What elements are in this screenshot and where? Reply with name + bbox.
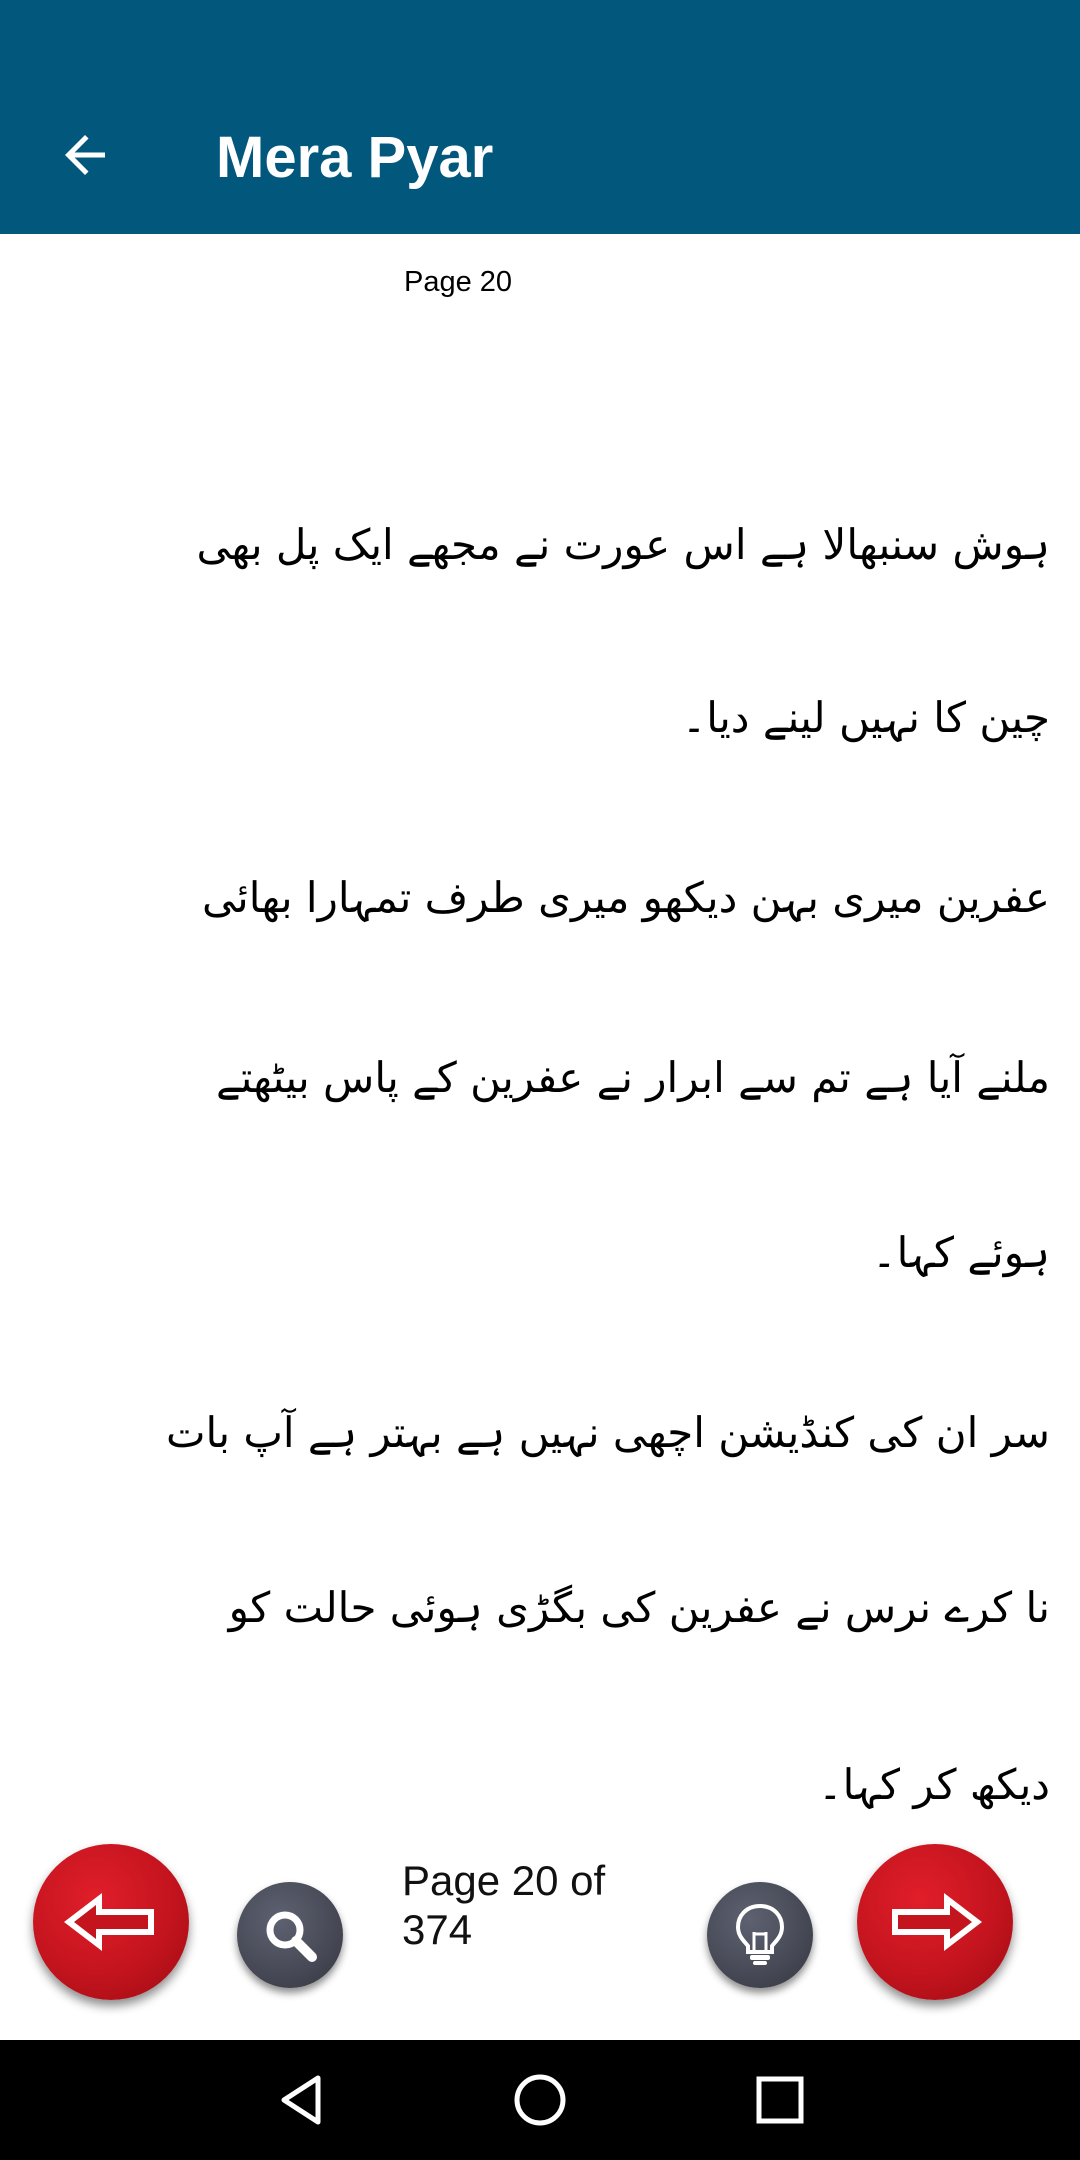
text-line: ملنے آیا ہے تم سے ابرار نے عفرین کے پاس بیٹھتے — [216, 1053, 1050, 1102]
text-line: چین کا نہیں لینے دیا۔ — [681, 693, 1050, 742]
nav-home-button[interactable] — [500, 2060, 580, 2140]
nav-back-icon — [274, 2072, 330, 2128]
nav-recents-button[interactable] — [740, 2060, 820, 2140]
page-counter: Page 20 of 374 — [402, 1857, 606, 1953]
text-line: دیکھ کر کہا۔ — [817, 1760, 1050, 1809]
arrow-left-icon — [56, 1887, 166, 1957]
page-number-label: Page 20 — [404, 266, 513, 298]
text-line: سر ان کی کنڈیشن اچھی نہیں ہے بہتر ہے آپ بات — [166, 1408, 1050, 1457]
next-page-button[interactable] — [857, 1844, 1013, 2000]
page-title: Mera Pyar — [216, 125, 494, 190]
nav-recents-icon — [752, 2072, 808, 2128]
text-line: نا کرے نرس نے عفرین کی بگڑی ہوئی حالت کو — [228, 1583, 1050, 1632]
hint-button[interactable] — [707, 1882, 813, 1988]
search-icon — [258, 1903, 322, 1967]
previous-page-button[interactable] — [33, 1844, 189, 2000]
text-line: ہوئے کہا۔ — [872, 1228, 1050, 1277]
nav-home-icon — [512, 2072, 568, 2128]
text-line: ہوش سنبھالا ہے اس عورت نے مجھے ایک پل بھی — [196, 520, 1050, 569]
system-nav-bar — [0, 2040, 1080, 2160]
nav-back-button[interactable] — [262, 2060, 342, 2140]
lightbulb-icon — [732, 1902, 788, 1968]
arrow-right-icon — [880, 1887, 990, 1957]
search-button[interactable] — [237, 1882, 343, 1988]
text-line: عفرین میری بہن دیکھو میری طرف تمہارا بھائی — [202, 873, 1050, 922]
